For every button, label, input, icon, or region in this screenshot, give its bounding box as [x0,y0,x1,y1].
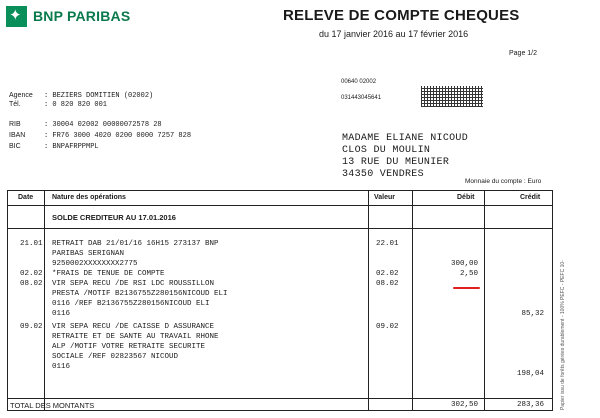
address-line: 34350 VENDRES [342,169,424,180]
star-icon: ✦ [9,7,22,24]
row-debit: 2,50 [459,270,478,278]
bank-name: BNP PARIBAS [33,8,131,24]
address-line: CLOS DU MOULIN [342,145,431,156]
column-header-date: Date [18,194,34,201]
row-value-date: 22.01 [376,240,399,248]
row-description: 0116 [52,363,71,371]
barcode-icon [421,86,483,107]
red-highlight-mark [453,287,480,289]
row-description: VIR SEPA RECU /DE CAISSE D ASSURANCE [52,323,215,331]
row-description: SOCIALE /REF 02823567 NICOUD [52,353,179,361]
statement-title: RELEVE DE COMPTE CHEQUES [283,7,520,24]
row-description: ALP /MOTIF VOTRE RETRAITE SECURITE [52,343,206,351]
tel-label: Tél. [9,101,21,108]
page-number: Page 1/2 [509,50,538,57]
row-date: 21.01 [20,240,43,248]
currency-note: Monnaie du compte : Euro [465,178,542,185]
statement-period: du 17 janvier 2016 au 17 février 2016 [319,29,469,39]
iban-label: IBAN [9,132,26,139]
iban-value: : FR76 3000 4020 0200 0000 7257 828 [44,132,192,140]
row-value-date: 09.02 [376,323,399,331]
row-description: 0116 [52,310,71,318]
agence-value: : BEZIERS DOMITIEN (02002) [44,92,154,100]
column-header-valeur: Valeur [374,194,396,201]
total-label: TOTAL DES MONTANTS [10,401,95,410]
row-description: VIR SEPA RECU /DE RSI LDC ROUSSILLON [52,280,215,288]
row-description: RETRAIT DAB 21/01/16 16H15 273137 BNP [52,240,219,248]
address-line: MADAME ELIANE NICOUD [342,133,469,144]
client-code: 00640 02002 [341,79,377,85]
row-description: PARIBAS SERIGNAN [52,250,125,258]
total-debit: 302,50 [450,401,478,409]
tel-value: : 0 820 820 001 [44,101,108,109]
row-value-date: 02.02 [376,270,399,278]
rib-label: RIB [9,121,21,128]
address-line: 13 RUE DU MEUNIER [342,157,450,168]
row-credit: 85,32 [521,310,544,318]
row-debit: 300,00 [450,260,478,268]
client-reference: 031443045641 [341,95,382,101]
row-description: PRESTA /MOTIF B2136755Z280156NICOUD ELI [52,290,228,298]
paper-certification-text: Papier issu de forêts gérées durablement - 100% PEFC - PEFC 10- [560,260,566,410]
row-credit: 198,04 [516,370,544,378]
column-header-debit: Débit [457,194,475,201]
row-description: 9250002XXXXXXXX2775 [52,260,138,268]
row-date: 08.02 [20,280,43,288]
opening-balance: SOLDE CREDITEUR AU 17.01.2016 [52,213,176,222]
row-date: 02.02 [20,270,43,278]
row-value-date: 08.02 [376,280,399,288]
total-credit: 283,36 [516,401,544,409]
row-description: 0116 /REF B2136755Z280156NICOUD ELI [52,300,210,308]
row-description: RETRAITE ET DE SANTE AU TRAVAIL RHONE [52,333,219,341]
row-date: 09.02 [20,323,43,331]
rib-value: : 30004 02002 00000072578 28 [44,121,162,129]
agence-label: Agence [9,92,33,99]
column-header-nature: Nature des opérations [52,194,126,201]
bic-label: BIC [9,143,21,150]
row-description: *FRAIS DE TENUE DE COMPTE [52,270,165,278]
operations-table [7,190,553,411]
bic-value: : BNPAFRPPMPL [44,143,99,151]
column-header-credit: Crédit [520,194,541,201]
